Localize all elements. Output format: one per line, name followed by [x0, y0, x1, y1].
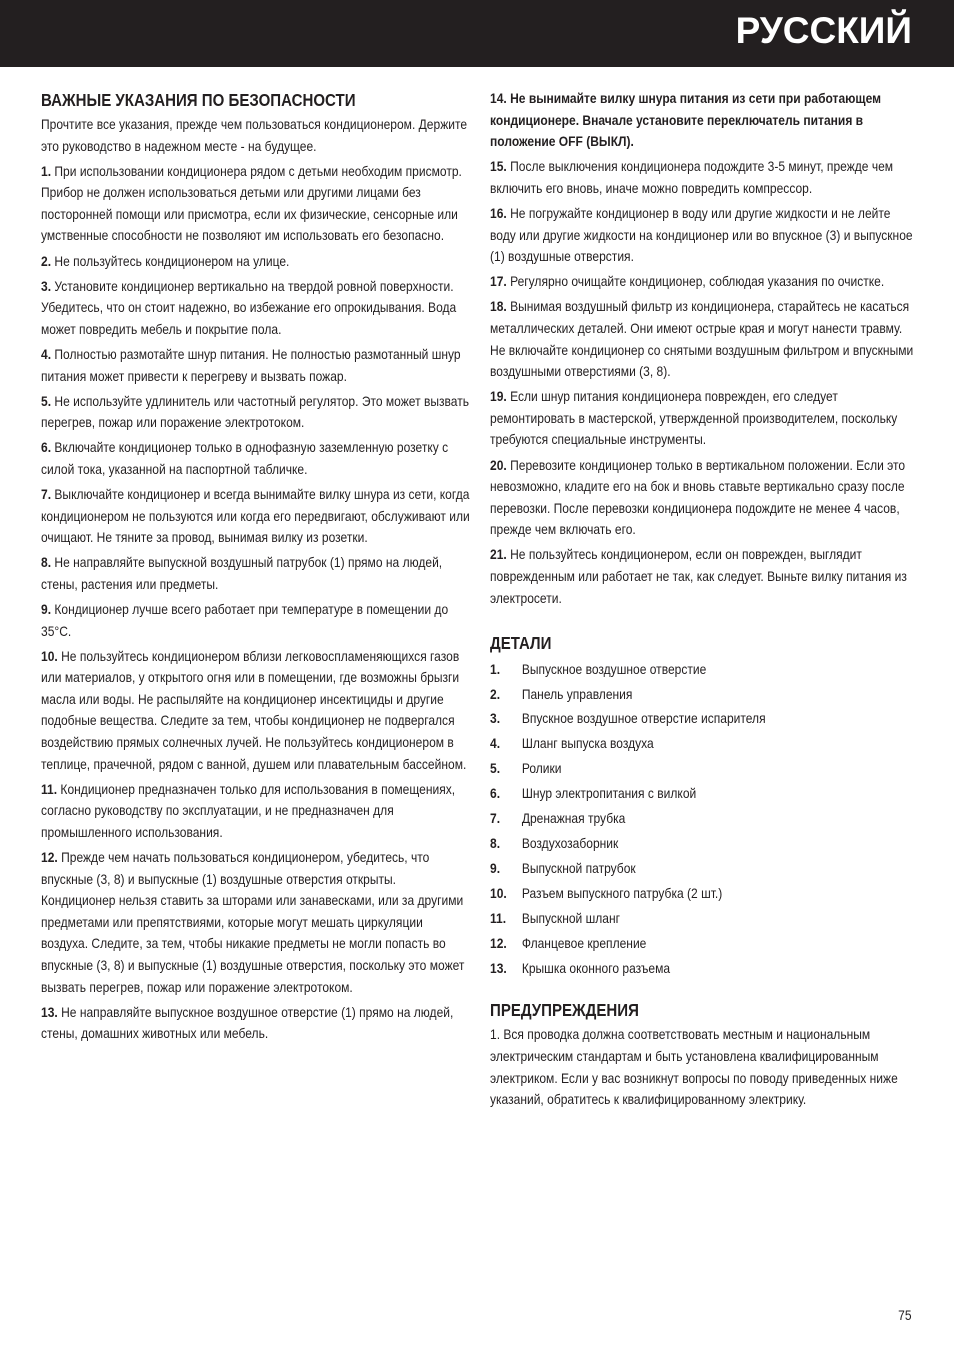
safety-item	[41, 161, 471, 247]
item-text: Не пользуйтесь кондиционером вблизи легковоспламеняющихся газов или материалов, у открытого огня или в помещении, где возможны брызги масла или воды. Не распыляйте на кондиционер инсектициды и другие подобные вещества. Следите за тем, чтобы кондиционер не подвергался воздействию прямых солнечных лучей. Не пользуйтесь кондиционером в теплице, прачечной, рядом с ванной, душем или плавательным бассейном.	[41, 647, 467, 772]
list-item	[490, 806, 915, 831]
safety-item	[41, 779, 471, 844]
list-item	[490, 781, 915, 806]
item-number: 17.	[490, 273, 507, 290]
item-text: Полностью размотайте шнур питания. Не полностью размотанный шнур питания может привести к перегреву и вызвать пожар.	[41, 345, 461, 384]
part-label: Воздухозаборник	[521, 835, 619, 851]
list-item	[490, 956, 915, 981]
item-number: 6.	[41, 439, 52, 456]
item-number: 12.	[41, 849, 58, 865]
page-number: 75	[898, 1307, 912, 1323]
warnings-text: 1. Вся проводка должна соответствовать местным и национальным электрическим стандартам и быть установлена квалифицированным электриком. Если у вас возникнут вопросы по поводу приведенных ниже указаний, обратитесь к квалифицированному электрику.	[490, 1026, 898, 1108]
safety-item	[490, 203, 915, 268]
item-text: Не пользуйтесь кондиционером, если он поврежден, выглядит поврежденным или работает не так, как следует. Выньте вилку питания из электросети.	[490, 546, 907, 606]
item-number: 15.	[490, 158, 507, 175]
item-number: 1.	[41, 162, 52, 179]
part-number: 5.	[490, 760, 501, 777]
item-text: Регулярно очищайте кондиционер, соблюдая указания по очистке.	[510, 273, 885, 290]
part-label: Дренажная трубка	[521, 810, 626, 827]
item-number: 11.	[41, 780, 58, 797]
safety-item	[490, 271, 915, 293]
item-text: Кондиционер лучше всего работает при температуре в помещении до 35°C.	[41, 600, 449, 639]
item-number: 3.	[41, 277, 52, 294]
item-text: Вынимая воздушный фильтр из кондиционера, старайтесь не касаться металлических деталей. Они имеют острые края и могут нанести травму. Не включайте кондиционер со снятыми воздушным фильтром и впускными воздушными отверстиями (3, 8).	[490, 298, 914, 380]
list-item	[490, 706, 915, 731]
safety-item	[41, 437, 471, 480]
list-item	[490, 657, 915, 682]
safety-item	[41, 552, 471, 595]
part-label: Крышка оконного разъема	[521, 959, 671, 976]
item-text: При использовании кондиционера рядом с детьми необходим присмотр. Прибор не должен использоваться детьми или другими лицами без посторонней помощи или присмотра, если их физические, сенсорные или умственные способности не позволяют им использовать его безопасно.	[41, 162, 462, 244]
part-number: 12.	[490, 934, 507, 951]
list-item	[490, 731, 915, 756]
safety-item	[490, 296, 915, 382]
part-number: 9.	[490, 859, 501, 876]
part-label: Ролики	[521, 760, 562, 777]
part-number: 6.	[490, 785, 501, 802]
list-item	[490, 881, 915, 906]
item-text: Кондиционер предназначен только для использования в помещениях, согласно руководству по эксплуатации, и не предназначен для промышленного использования.	[41, 780, 456, 840]
list-item	[490, 931, 915, 956]
item-text: Перевозите кондиционер только в вертикальном положении. Если это невозможно, кладите его на бок и вновь ставьте вертикально сразу после перевозки. После перевозки кондиционера подождите не менее 4 часов, прежде чем включать его.	[490, 456, 906, 538]
item-text: Установите кондиционер вертикально на твердой ровной поверхности. Убедитесь, что он стоит надежно, во избежание его опрокидывания. Вода может повредить мебель и покрытие пола.	[41, 277, 457, 337]
safety-heading: ВАЖНЫЕ УКАЗАНИЯ ПО БЕЗОПАСНОСТИ	[41, 90, 356, 110]
item-number: 19.	[490, 388, 507, 405]
list-item	[490, 831, 915, 856]
item-text: Прежде чем начать пользоваться кондиционером, убедитесь, что впускные (3, 8) и выпускные (1) воздушные отверстия открыты. Кондиционер нельзя ставить за шторами или занавесками, или за другими предметами или препятствиями, которые могут мешать циркуляции воздуха. Следите, за тем, чтобы никакие предметы не могли попасть во впускные (3, 8) и выпускные (1) воздушные отверстия, поскольку это может вызвать перегрев, пожар или поражение электротоком.	[41, 849, 465, 995]
item-text: Не используйте удлинитель или частотный регулятор. Это может вызвать перегрев, пожар или поражение электротоком.	[41, 392, 469, 431]
item-number: 8.	[41, 554, 52, 571]
part-number: 7.	[490, 810, 501, 827]
item-text: Выключайте кондиционер и всегда вынимайте вилку шнура из сети, когда кондиционером не пользуются или когда его передвигают, обслуживают или очищают. Не тяните за провод, вынимая вилку из розетки.	[41, 486, 470, 546]
item-text: После выключения кондиционера подождите 3-5 минут, прежде чем включить его вновь, иначе можно повредить компрессор.	[490, 158, 894, 196]
safety-item	[490, 156, 915, 199]
item-number: 7.	[41, 486, 52, 502]
item-number: 14.	[490, 90, 507, 106]
item-number: 13.	[41, 1003, 58, 1020]
part-label: Панель управления	[521, 685, 633, 702]
part-number: 1.	[490, 660, 501, 677]
safety-item	[490, 88, 915, 153]
part-number: 3.	[490, 710, 501, 727]
header-bar	[0, 0, 954, 67]
part-number: 11.	[490, 909, 507, 926]
item-number: 2.	[41, 252, 52, 269]
safety-item	[41, 276, 471, 341]
safety-item	[490, 544, 915, 609]
part-label: Выпускной шланг	[521, 909, 621, 926]
item-number: 5.	[41, 392, 52, 409]
item-text: Не пользуйтесь кондиционером на улице.	[54, 252, 290, 269]
safety-item	[490, 386, 915, 451]
item-text: Не направляйте выпускной воздушный патрубок (1) прямо на людей, стены, растения или предметы.	[41, 554, 443, 592]
part-label: Шнур электропитания с вилкой	[521, 785, 697, 802]
part-number: 10.	[490, 884, 507, 901]
item-number: 10.	[41, 647, 58, 664]
item-text: Если шнур питания кондиционера поврежден, его следует ремонтировать в мастерской, утвержденной производителем, поскольку требуются специальные инструменты.	[490, 388, 898, 448]
parts-heading: ДЕТАЛИ	[490, 632, 552, 653]
item-text: Не вынимайте вилку шнура питания из сети при работающем кондиционере. Вначале установите переключатель питания в положение OFF (ВЫКЛ).	[490, 90, 882, 150]
safety-item	[41, 391, 471, 434]
safety-item	[41, 251, 471, 273]
part-number: 8.	[490, 835, 501, 851]
part-label: Фланцевое крепление	[521, 934, 647, 951]
item-number: 16.	[490, 204, 507, 221]
list-item	[490, 906, 915, 931]
safety-item	[41, 484, 471, 549]
item-text: Включайте кондиционер только в однофазную заземленную розетку с силой тока, указанной на паспортной табличке.	[41, 439, 449, 477]
part-label: Разъем выпускного патрубка (2 шт.)	[521, 884, 723, 901]
item-number: 20.	[490, 456, 507, 473]
part-label: Шланг выпуска воздуха	[521, 735, 654, 752]
right-column	[490, 88, 915, 1114]
part-label: Выпускное воздушное отверстие	[521, 660, 707, 677]
item-text: Не погружайте кондиционер в воду или другие жидкости и не лейте воду или другие жидкости на кондиционер или во впускное (3) и выпускное (1) воздушные отверстия.	[490, 204, 913, 265]
part-number: 13.	[490, 959, 507, 976]
list-item	[490, 682, 915, 707]
part-label: Впускное воздушное отверстие испарителя	[521, 710, 766, 727]
item-number: 9.	[41, 600, 52, 617]
safety-item	[41, 599, 471, 642]
item-number: 21.	[490, 546, 507, 563]
safety-item	[41, 646, 471, 776]
left-column	[41, 88, 471, 1048]
safety-intro: Прочтите все указания, прежде чем пользоваться кондиционером. Держите это руководство в надежном месте - на будущее.	[41, 116, 468, 154]
warnings-heading: ПРЕДУПРЕЖДЕНИЯ	[490, 1000, 639, 1021]
safety-item	[41, 344, 471, 387]
safety-item	[41, 847, 471, 998]
list-item	[490, 856, 915, 881]
list-item	[490, 756, 915, 781]
safety-item	[490, 455, 915, 541]
part-label: Выпускной патрубок	[521, 859, 636, 876]
part-number: 4.	[490, 735, 501, 752]
item-number: 18.	[490, 298, 507, 315]
item-text: Не направляйте выпускное воздушное отверстие (1) прямо на людей, стены, домашних животных или мебель.	[41, 1003, 454, 1042]
language-title: РУССКИЙ	[735, 10, 912, 51]
item-number: 4.	[41, 345, 52, 362]
part-number: 2.	[490, 685, 501, 702]
parts-list	[490, 657, 915, 981]
safety-item	[41, 1002, 471, 1045]
